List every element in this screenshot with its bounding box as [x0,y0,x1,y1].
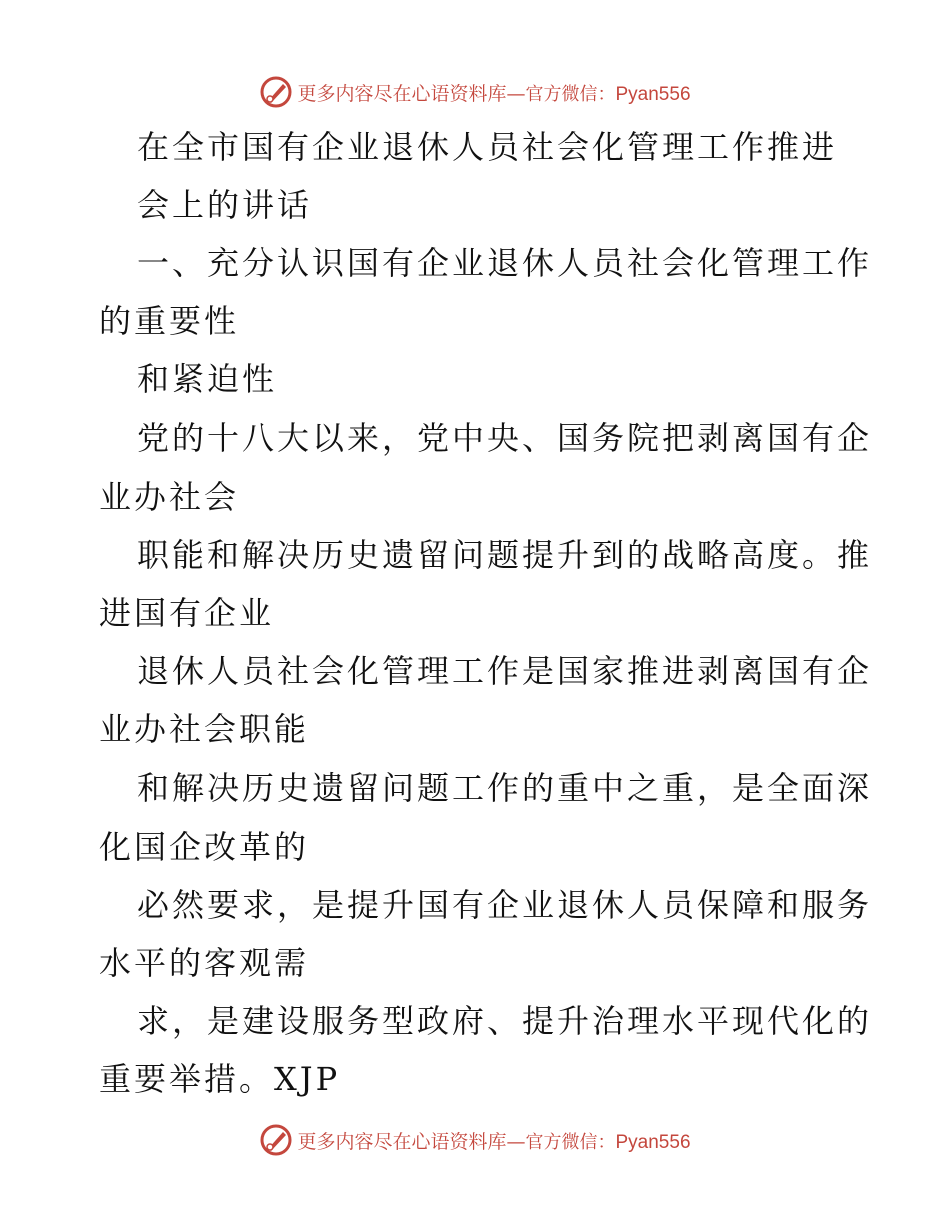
text-line: 求，是建设服务型政府、提升治理水平现代化的 [137,1002,873,1040]
watermark-site-text: 更多内容尽在心语资料库 [297,82,507,105]
text-line: 党的十八大以来，党中央、国务院把剥离国有企 [137,419,873,457]
text-line: 退休人员社会化管理工作是国家推进剥离国有企 [137,652,873,690]
text-line: 水平的客观需 [99,944,310,982]
watermark-label: 官方微信： [525,83,616,105]
watermark-site-text: 更多内容尽在心语资料库 [297,1130,507,1153]
text-line: 在全市国有企业退休人员社会化管理工作推进 [137,128,838,166]
text-line: 业办社会职能 [99,710,310,748]
text-line: 进国有企业 [99,594,275,632]
text-line: 职能和解决历史遗留问题提升到的战略高度。推 [137,536,873,574]
watermark-wechat-id: Pyan556 [615,83,691,105]
text-line: 会上的讲话 [137,186,313,224]
text-line: 化国企改革的 [99,828,310,866]
text-line: 和解决历史遗留问题工作的重中之重，是全面深 [137,769,873,807]
text-line: 一、充分认识国有企业退休人员社会化管理工作 [137,244,873,282]
pen-logo-icon [259,1123,293,1157]
watermark-separator: — [506,82,526,105]
watermark-separator: — [506,1130,526,1153]
text-line: 业办社会 [99,478,240,516]
text-line: 和紧迫性 [137,360,278,398]
pen-logo-icon [259,75,293,109]
header-watermark [0,72,950,112]
text-line: 重要举措。XJP [99,1060,341,1098]
text-line: 的重要性 [99,302,240,340]
watermark-wechat-id: Pyan556 [615,1131,691,1153]
footer-watermark [0,1120,950,1160]
text-line: 必然要求，是提升国有企业退休人员保障和服务 [137,886,873,924]
watermark-label: 官方微信： [525,1131,616,1153]
